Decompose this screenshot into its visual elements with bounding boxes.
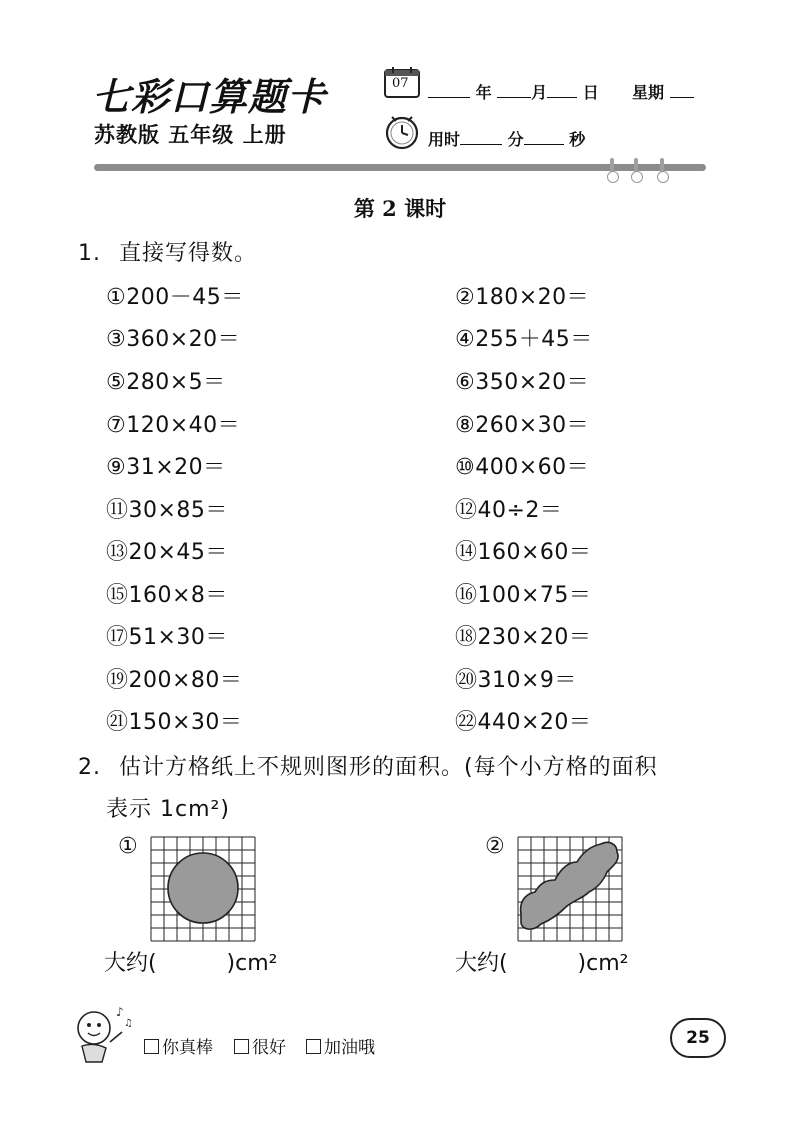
problem-item: ⑱230×20＝	[455, 625, 592, 650]
binder-pin	[634, 158, 638, 180]
header-divider	[94, 164, 706, 171]
section2-number: 2.	[78, 755, 101, 780]
problem-item: ④255＋45＝	[455, 327, 593, 352]
binder-pin	[660, 158, 664, 180]
time-used-label: 用时	[428, 130, 461, 149]
mascot-illustration	[72, 1002, 134, 1064]
problem-item: ⑬20×45＝	[106, 540, 228, 565]
problem-item: ⑲200×80＝	[106, 668, 243, 693]
time-sec: 秒	[569, 130, 586, 149]
checkbox-icon[interactable]	[306, 1039, 321, 1054]
time-min: 分	[507, 130, 524, 149]
date-weekday: 星期	[631, 83, 664, 102]
figure1-label: ①	[118, 834, 139, 859]
problem-item: ㉒440×20＝	[455, 710, 592, 735]
date-day: 日	[582, 83, 599, 102]
page-number: 25	[670, 1018, 726, 1058]
section2-title-line1: 估计方格纸上不规则图形的面积。(每个小方格的面积	[119, 755, 658, 780]
section1-title: 直接写得数。	[119, 241, 258, 266]
problem-item: ⑳310×9＝	[455, 668, 577, 693]
problem-item: ③360×20＝	[106, 327, 241, 352]
problem-item: ⑥350×20＝	[455, 370, 590, 395]
edition-label: 苏教版 五年级 上册	[94, 123, 287, 147]
checkbox-icon[interactable]	[144, 1039, 159, 1054]
figure2-label: ②	[485, 834, 506, 859]
lesson-title: 第 2 课时	[353, 196, 447, 221]
checkbox-icon[interactable]	[234, 1039, 249, 1054]
binder-pin	[610, 158, 614, 180]
problem-item: ⑪30×85＝	[106, 498, 228, 523]
rating-option-keep-going[interactable]	[306, 1033, 375, 1058]
clock-icon	[384, 114, 420, 150]
section1-number: 1.	[78, 241, 101, 266]
rating-option-good[interactable]	[234, 1033, 286, 1058]
problem-item: ⑭160×60＝	[455, 540, 592, 565]
problem-item: ⑧260×30＝	[455, 413, 590, 438]
date-line	[428, 80, 694, 103]
problem-item: ⑤280×5＝	[106, 370, 226, 395]
problem-item: ⑨31×20＝	[106, 455, 226, 480]
rating-label: 很好	[252, 1038, 286, 1058]
date-year: 年	[475, 83, 492, 102]
time-used-line	[428, 127, 585, 150]
rating-option-great[interactable]	[144, 1033, 213, 1058]
problem-item: ②180×20＝	[455, 285, 590, 310]
problem-item: ⑯100×75＝	[455, 583, 592, 608]
section2-heading	[78, 750, 658, 781]
figure1-circle	[168, 853, 238, 923]
figure2-irregular-shape	[521, 842, 618, 929]
problem-item: ⑦120×40＝	[106, 413, 241, 438]
svg-text:♪: ♪	[116, 1005, 124, 1019]
svg-text:♫: ♫	[124, 1018, 133, 1029]
problem-item: ㉑150×30＝	[106, 710, 243, 735]
figure2-grid	[517, 836, 623, 942]
date-month: 月	[531, 83, 548, 102]
section2-title-line2: 表示 1cm²)	[106, 797, 230, 822]
book-title: 七彩口算题卡	[92, 74, 327, 119]
problem-item: ⑫40÷2＝	[455, 498, 563, 523]
answer1-blank[interactable]: 大约( )cm²	[104, 951, 278, 976]
calendar-icon	[384, 66, 420, 98]
section1-heading	[78, 236, 257, 267]
problem-item: ⑰51×30＝	[106, 625, 228, 650]
problem-item: ⑮160×8＝	[106, 583, 228, 608]
figure1-grid	[150, 836, 256, 942]
problem-item: ①200－45＝	[106, 285, 244, 310]
calendar-number: 07	[392, 76, 409, 91]
problem-item: ⑩400×60＝	[455, 455, 590, 480]
rating-label: 加油哦	[324, 1038, 375, 1058]
answer2-blank[interactable]: 大约( )cm²	[455, 951, 629, 976]
rating-label: 你真棒	[162, 1038, 213, 1058]
